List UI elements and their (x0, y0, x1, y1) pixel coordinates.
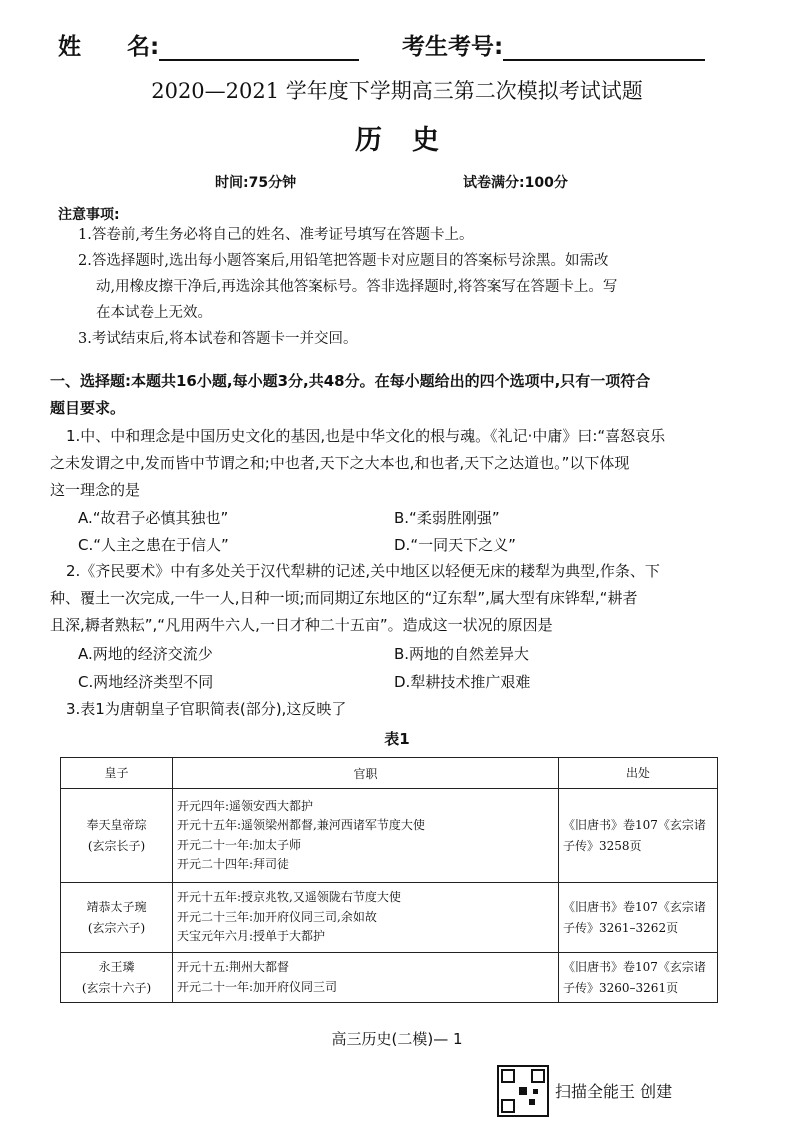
prince-rank: (玄宗长子) (87, 838, 146, 853)
section-heading-line: 题目要求。 (50, 399, 126, 417)
prince-rank: (玄宗十六子) (81, 980, 152, 995)
source-line: 子传》3258页 (563, 838, 642, 853)
id-label: 考生考号: (402, 34, 504, 60)
offices-cell (173, 883, 559, 953)
question-text: 且深,耨者熟耘”,“凡用两牛六人,一日才种二十五亩”。造成这一状况的原因是 (50, 616, 553, 634)
notice-item: 在本试卷上无效。 (96, 305, 212, 321)
question-1 (50, 423, 750, 504)
q2-option-d: D.犁耕技术推广艰难 (394, 673, 531, 691)
office-entry: 开元二十三年:加开府仪同三司,余如故 (177, 909, 377, 924)
office-entry: 开元十五:荆州大都督 (177, 960, 290, 974)
scanner-watermark: 扫描全能王 创建 (555, 1082, 673, 1101)
name-blank (159, 39, 359, 61)
q1-option-b: B.“柔弱胜刚强” (394, 509, 500, 527)
source-cell (559, 953, 718, 1003)
q1-option-a: A.“故君子必慎其独也” (78, 509, 229, 527)
notice-list (78, 222, 738, 352)
source-cell (559, 883, 718, 953)
question-3: 3.表1为唐朝皇子官职简表(部分),这反映了 (66, 700, 347, 718)
prince-cell (61, 883, 173, 953)
source-line: 子传》3260–3261页 (563, 980, 679, 995)
section-heading-line: 一、选择题:本题共16小题,每小题3分,共48分。在每小题给出的四个选项中,只有一项符合 (50, 372, 651, 390)
source-line: 《旧唐书》卷107《玄宗诸 (563, 899, 706, 914)
exam-time: 时间:75分钟 (215, 175, 297, 191)
table-caption: 表1 (384, 730, 410, 748)
q1-option-c: C.“人主之患在于信人” (78, 536, 229, 554)
name-label: 姓 名: (58, 34, 160, 60)
q2-option-b: B.两地的自然差异大 (394, 645, 530, 663)
source-line: 《旧唐书》卷107《玄宗诸 (563, 817, 706, 832)
question-text: 种、覆土一次完成,一牛一人,日种一顷;而同期辽东地区的“辽东犁”,属大型有床铧犁,“耕者 (50, 589, 638, 607)
source-cell (559, 789, 718, 883)
offices-cell (173, 789, 559, 883)
q2-option-a: A.两地的经济交流少 (78, 645, 213, 663)
question-text: 1.中、中和理念是中国历史文化的基因,也是中华文化的根与魂。《礼记·中庸》曰:“喜怒哀乐 (66, 427, 666, 445)
question-2 (50, 558, 750, 639)
offices-cell (173, 953, 559, 1003)
subject-title: 历史 (355, 125, 469, 156)
office-entry: 开元二十一年:加开府仪同三司 (177, 979, 338, 994)
prince-rank: (玄宗六子) (87, 920, 146, 935)
page-footer: 高三历史(二模)— 1 (331, 1030, 463, 1048)
notice-item: 2.答选择题时,选出每小题答案后,用铅笔把答题卡对应题目的答案标号涂黑。如需改 (78, 253, 609, 269)
name-field (58, 28, 359, 61)
office-entry: 开元二十一年:加太子师 (177, 837, 302, 852)
prince-name: 奉天皇帝琮 (86, 817, 147, 832)
office-entry: 开元二十四年:拜司徒 (177, 857, 290, 871)
question-text: 这一理念的是 (50, 481, 141, 499)
id-blank (503, 39, 705, 61)
table-header-row (61, 758, 718, 789)
full-score: 试卷满分:100分 (463, 175, 568, 191)
source-line: 子传》3261–3262页 (563, 920, 679, 935)
notice-item: 1.答卷前,考生务必将自己的姓名、准考证号填写在答题卡上。 (78, 227, 474, 243)
office-entry: 开元十五年:授京兆牧,又遥领陇右节度大使 (177, 890, 401, 905)
source-line: 《旧唐书》卷107《玄宗诸 (563, 959, 706, 974)
office-entry: 开元十五年:遥领梁州都督,兼河西诸军节度大使 (177, 818, 425, 832)
prince-cell (61, 953, 173, 1003)
qr-code-icon (497, 1065, 549, 1117)
question-text: 2.《齐民要术》中有多处关于汉代犁耕的记述,关中地区以轻便无床的耧犁为典型,作条、下 (66, 562, 660, 580)
section-heading (50, 368, 750, 422)
q2-option-c: C.两地经济类型不同 (78, 673, 214, 691)
prince-name: 永王璘 (98, 959, 135, 974)
column-header: 出处 (559, 758, 718, 789)
id-field (402, 28, 705, 61)
notice-item: 3.考试结束后,将本试卷和答题卡一并交回。 (78, 331, 358, 347)
column-header: 皇子 (61, 758, 173, 789)
table-row (61, 883, 718, 953)
question-text: 之未发谓之中,发而皆中节谓之和;中也者,天下之大本也,和也者,天下之达道也。”以下体现 (50, 454, 630, 472)
prince-name: 靖恭太子琬 (86, 899, 147, 914)
exam-title: 2020—2021 学年度下学期高三第二次模拟考试试题 (151, 79, 643, 103)
officials-table (60, 757, 718, 1003)
prince-cell (61, 789, 173, 883)
q1-option-d: D.“一同天下之义” (394, 536, 516, 554)
table-row (61, 789, 718, 883)
office-entry: 开元四年:遥领安西大都护 (177, 798, 314, 813)
column-header: 官职 (173, 758, 559, 789)
notice-heading: 注意事项: (58, 207, 120, 223)
table-row (61, 953, 718, 1003)
notice-item: 动,用橡皮擦干净后,再选涂其他答案标号。答非选择题时,将答案写在答题卡上。写 (96, 279, 618, 295)
office-entry: 天宝元年六月:授单于大都护 (177, 929, 326, 944)
